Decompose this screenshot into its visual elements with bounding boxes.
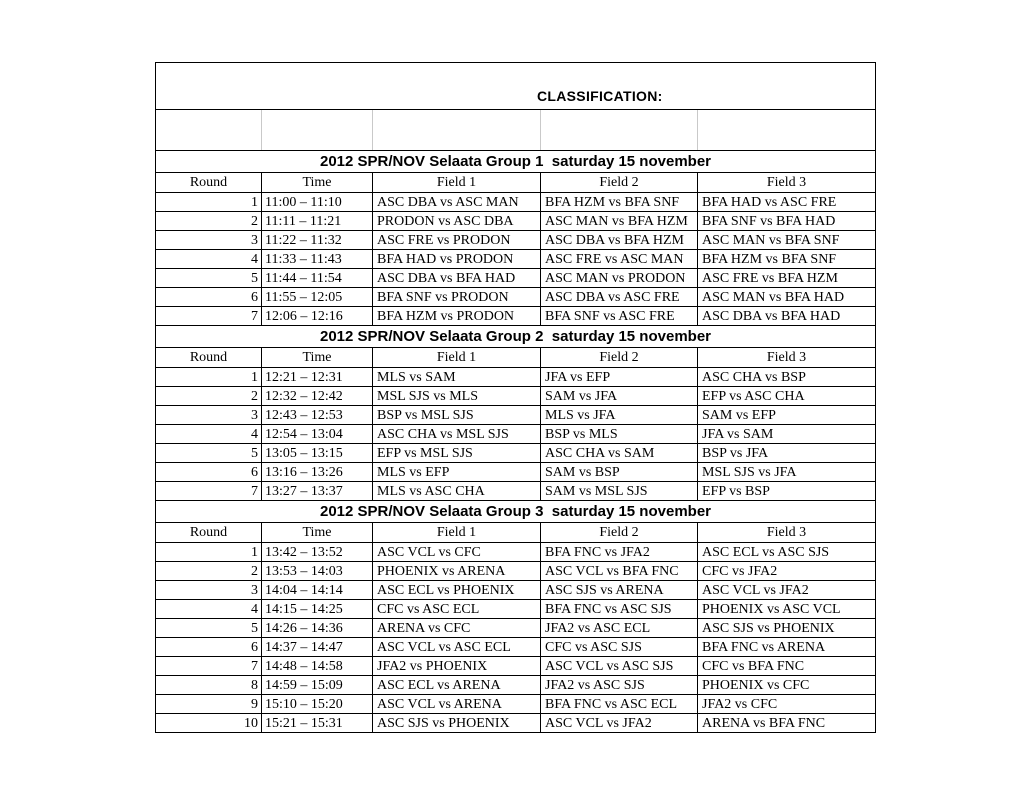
- round-cell: 1: [156, 543, 262, 562]
- time-cell: 11:33 – 11:43: [262, 250, 373, 269]
- match-row: [156, 269, 876, 288]
- group-title-row: [156, 501, 876, 523]
- round-cell: 7: [156, 657, 262, 676]
- time-cell: 14:04 – 14:14: [262, 581, 373, 600]
- match-row: [156, 406, 876, 425]
- time-cell: 14:59 – 15:09: [262, 676, 373, 695]
- field1-match-cell: BFA HZM vs PRODON: [373, 307, 541, 326]
- round-cell: 6: [156, 638, 262, 657]
- field3-match-cell: PHOENIX vs ASC VCL: [698, 600, 876, 619]
- field1-match-cell: PRODON vs ASC DBA: [373, 212, 541, 231]
- field1-match-cell: EFP vs MSL SJS: [373, 444, 541, 463]
- field1-match-cell: ASC VCL vs ARENA: [373, 695, 541, 714]
- field1-match-cell: CFC vs ASC ECL: [373, 600, 541, 619]
- field2-match-cell: ASC DBA vs BFA HZM: [541, 231, 698, 250]
- round-cell: 4: [156, 250, 262, 269]
- column-header-time: Time: [262, 523, 373, 543]
- match-row: [156, 676, 876, 695]
- field3-match-cell: SAM vs EFP: [698, 406, 876, 425]
- field3-match-cell: MSL SJS vs JFA: [698, 463, 876, 482]
- field1-match-cell: ASC SJS vs PHOENIX: [373, 714, 541, 733]
- match-row: [156, 231, 876, 250]
- match-row: [156, 600, 876, 619]
- field2-match-cell: ASC CHA vs SAM: [541, 444, 698, 463]
- field2-match-cell: BFA FNC vs JFA2: [541, 543, 698, 562]
- round-cell: 2: [156, 212, 262, 231]
- field3-match-cell: BSP vs JFA: [698, 444, 876, 463]
- field2-match-cell: SAM vs MSL SJS: [541, 482, 698, 501]
- field1-match-cell: PHOENIX vs ARENA: [373, 562, 541, 581]
- time-cell: 12:06 – 12:16: [262, 307, 373, 326]
- field1-match-cell: MSL SJS vs MLS: [373, 387, 541, 406]
- round-cell: 1: [156, 368, 262, 387]
- field2-match-cell: ASC DBA vs ASC FRE: [541, 288, 698, 307]
- spacer-cell: [698, 110, 876, 151]
- field3-match-cell: CFC vs JFA2: [698, 562, 876, 581]
- match-row: [156, 425, 876, 444]
- field3-match-cell: EFP vs ASC CHA: [698, 387, 876, 406]
- field3-match-cell: JFA2 vs CFC: [698, 695, 876, 714]
- time-cell: 11:00 – 11:10: [262, 193, 373, 212]
- time-cell: 11:22 – 11:32: [262, 231, 373, 250]
- match-row: [156, 193, 876, 212]
- field1-match-cell: BSP vs MSL SJS: [373, 406, 541, 425]
- field1-match-cell: ASC ECL vs PHOENIX: [373, 581, 541, 600]
- group-title: 2012 SPR/NOV Selaata Group 2 saturday 15 november: [156, 326, 876, 348]
- match-row: [156, 250, 876, 269]
- match-row: [156, 619, 876, 638]
- field2-match-cell: ASC SJS vs ARENA: [541, 581, 698, 600]
- column-header-round: Round: [156, 348, 262, 368]
- match-row: [156, 368, 876, 387]
- field3-match-cell: ASC CHA vs BSP: [698, 368, 876, 387]
- column-header-time: Time: [262, 348, 373, 368]
- column-header-row: [156, 173, 876, 193]
- schedule-table: [155, 62, 876, 733]
- round-cell: 5: [156, 619, 262, 638]
- field3-match-cell: JFA vs SAM: [698, 425, 876, 444]
- field2-match-cell: BSP vs MLS: [541, 425, 698, 444]
- group-title-row: [156, 326, 876, 348]
- time-cell: 14:15 – 14:25: [262, 600, 373, 619]
- match-row: [156, 463, 876, 482]
- field3-match-cell: BFA SNF vs BFA HAD: [698, 212, 876, 231]
- match-row: [156, 657, 876, 676]
- field1-match-cell: ASC VCL vs ASC ECL: [373, 638, 541, 657]
- field3-match-cell: ASC SJS vs PHOENIX: [698, 619, 876, 638]
- field2-match-cell: ASC VCL vs BFA FNC: [541, 562, 698, 581]
- field2-match-cell: ASC FRE vs ASC MAN: [541, 250, 698, 269]
- column-header-field-2: Field 2: [541, 523, 698, 543]
- field1-match-cell: ASC DBA vs BFA HAD: [373, 269, 541, 288]
- match-row: [156, 387, 876, 406]
- field3-match-cell: ARENA vs BFA FNC: [698, 714, 876, 733]
- field2-match-cell: SAM vs BSP: [541, 463, 698, 482]
- time-cell: 12:54 – 13:04: [262, 425, 373, 444]
- field3-match-cell: ASC DBA vs BFA HAD: [698, 307, 876, 326]
- spacer-row: [156, 110, 876, 151]
- group-title: 2012 SPR/NOV Selaata Group 1 saturday 15 november: [156, 151, 876, 173]
- time-cell: 14:37 – 14:47: [262, 638, 373, 657]
- field2-match-cell: ASC MAN vs PRODON: [541, 269, 698, 288]
- field2-match-cell: BFA HZM vs BFA SNF: [541, 193, 698, 212]
- time-cell: 12:21 – 12:31: [262, 368, 373, 387]
- column-header-row: [156, 523, 876, 543]
- field2-match-cell: BFA SNF vs ASC FRE: [541, 307, 698, 326]
- round-cell: 6: [156, 288, 262, 307]
- round-cell: 6: [156, 463, 262, 482]
- time-cell: 13:05 – 13:15: [262, 444, 373, 463]
- round-cell: 4: [156, 600, 262, 619]
- field1-match-cell: MLS vs SAM: [373, 368, 541, 387]
- match-row: [156, 444, 876, 463]
- field1-match-cell: ASC FRE vs PRODON: [373, 231, 541, 250]
- field3-match-cell: ASC ECL vs ASC SJS: [698, 543, 876, 562]
- field2-match-cell: ASC MAN vs BFA HZM: [541, 212, 698, 231]
- field3-match-cell: BFA HAD vs ASC FRE: [698, 193, 876, 212]
- classification-row: [156, 63, 876, 110]
- field3-match-cell: ASC MAN vs BFA HAD: [698, 288, 876, 307]
- round-cell: 5: [156, 444, 262, 463]
- field1-match-cell: JFA2 vs PHOENIX: [373, 657, 541, 676]
- field2-match-cell: MLS vs JFA: [541, 406, 698, 425]
- field3-match-cell: CFC vs BFA FNC: [698, 657, 876, 676]
- spacer-cell: [156, 110, 262, 151]
- time-cell: 12:32 – 12:42: [262, 387, 373, 406]
- field3-match-cell: PHOENIX vs CFC: [698, 676, 876, 695]
- field1-match-cell: ASC DBA vs ASC MAN: [373, 193, 541, 212]
- column-header-field-2: Field 2: [541, 348, 698, 368]
- field3-match-cell: BFA FNC vs ARENA: [698, 638, 876, 657]
- match-row: [156, 581, 876, 600]
- time-cell: 15:21 – 15:31: [262, 714, 373, 733]
- column-header-field-1: Field 1: [373, 523, 541, 543]
- field1-match-cell: ASC CHA vs MSL SJS: [373, 425, 541, 444]
- match-row: [156, 288, 876, 307]
- round-cell: 4: [156, 425, 262, 444]
- round-cell: 2: [156, 562, 262, 581]
- time-cell: 15:10 – 15:20: [262, 695, 373, 714]
- match-row: [156, 638, 876, 657]
- field3-match-cell: BFA HZM vs BFA SNF: [698, 250, 876, 269]
- round-cell: 8: [156, 676, 262, 695]
- field2-match-cell: JFA vs EFP: [541, 368, 698, 387]
- round-cell: 10: [156, 714, 262, 733]
- match-row: [156, 562, 876, 581]
- column-header-field-1: Field 1: [373, 348, 541, 368]
- field1-match-cell: ARENA vs CFC: [373, 619, 541, 638]
- field2-match-cell: BFA FNC vs ASC SJS: [541, 600, 698, 619]
- time-cell: 14:48 – 14:58: [262, 657, 373, 676]
- round-cell: 3: [156, 406, 262, 425]
- match-row: [156, 307, 876, 326]
- match-row: [156, 714, 876, 733]
- column-header-field-3: Field 3: [698, 523, 876, 543]
- field1-match-cell: MLS vs ASC CHA: [373, 482, 541, 501]
- time-cell: 12:43 – 12:53: [262, 406, 373, 425]
- round-cell: 9: [156, 695, 262, 714]
- time-cell: 11:11 – 11:21: [262, 212, 373, 231]
- field2-match-cell: JFA2 vs ASC ECL: [541, 619, 698, 638]
- field3-match-cell: ASC FRE vs BFA HZM: [698, 269, 876, 288]
- round-cell: 2: [156, 387, 262, 406]
- time-cell: 14:26 – 14:36: [262, 619, 373, 638]
- column-header-field-3: Field 3: [698, 173, 876, 193]
- field1-match-cell: BFA SNF vs PRODON: [373, 288, 541, 307]
- field3-match-cell: ASC MAN vs BFA SNF: [698, 231, 876, 250]
- time-cell: 13:27 – 13:37: [262, 482, 373, 501]
- round-cell: 7: [156, 482, 262, 501]
- column-header-round: Round: [156, 173, 262, 193]
- field2-match-cell: SAM vs JFA: [541, 387, 698, 406]
- column-header-field-1: Field 1: [373, 173, 541, 193]
- spacer-cell: [262, 110, 373, 151]
- document-page: [155, 62, 876, 733]
- field3-match-cell: ASC VCL vs JFA2: [698, 581, 876, 600]
- field1-match-cell: ASC VCL vs CFC: [373, 543, 541, 562]
- column-header-round: Round: [156, 523, 262, 543]
- column-header-field-2: Field 2: [541, 173, 698, 193]
- field2-match-cell: JFA2 vs ASC SJS: [541, 676, 698, 695]
- spacer-cell: [373, 110, 541, 151]
- field2-match-cell: CFC vs ASC SJS: [541, 638, 698, 657]
- match-row: [156, 543, 876, 562]
- round-cell: 3: [156, 231, 262, 250]
- field3-match-cell: EFP vs BSP: [698, 482, 876, 501]
- time-cell: 11:44 – 11:54: [262, 269, 373, 288]
- match-row: [156, 695, 876, 714]
- time-cell: 13:42 – 13:52: [262, 543, 373, 562]
- classification-label: CLASSIFICATION:: [156, 63, 876, 110]
- column-header-row: [156, 348, 876, 368]
- field2-match-cell: ASC VCL vs JFA2: [541, 714, 698, 733]
- round-cell: 3: [156, 581, 262, 600]
- time-cell: 13:53 – 14:03: [262, 562, 373, 581]
- spacer-cell: [541, 110, 698, 151]
- column-header-time: Time: [262, 173, 373, 193]
- time-cell: 11:55 – 12:05: [262, 288, 373, 307]
- field1-match-cell: BFA HAD vs PRODON: [373, 250, 541, 269]
- field1-match-cell: ASC ECL vs ARENA: [373, 676, 541, 695]
- group-title-row: [156, 151, 876, 173]
- round-cell: 1: [156, 193, 262, 212]
- field2-match-cell: BFA FNC vs ASC ECL: [541, 695, 698, 714]
- round-cell: 5: [156, 269, 262, 288]
- time-cell: 13:16 – 13:26: [262, 463, 373, 482]
- round-cell: 7: [156, 307, 262, 326]
- match-row: [156, 482, 876, 501]
- group-title: 2012 SPR/NOV Selaata Group 3 saturday 15 november: [156, 501, 876, 523]
- column-header-field-3: Field 3: [698, 348, 876, 368]
- field2-match-cell: ASC VCL vs ASC SJS: [541, 657, 698, 676]
- field1-match-cell: MLS vs EFP: [373, 463, 541, 482]
- match-row: [156, 212, 876, 231]
